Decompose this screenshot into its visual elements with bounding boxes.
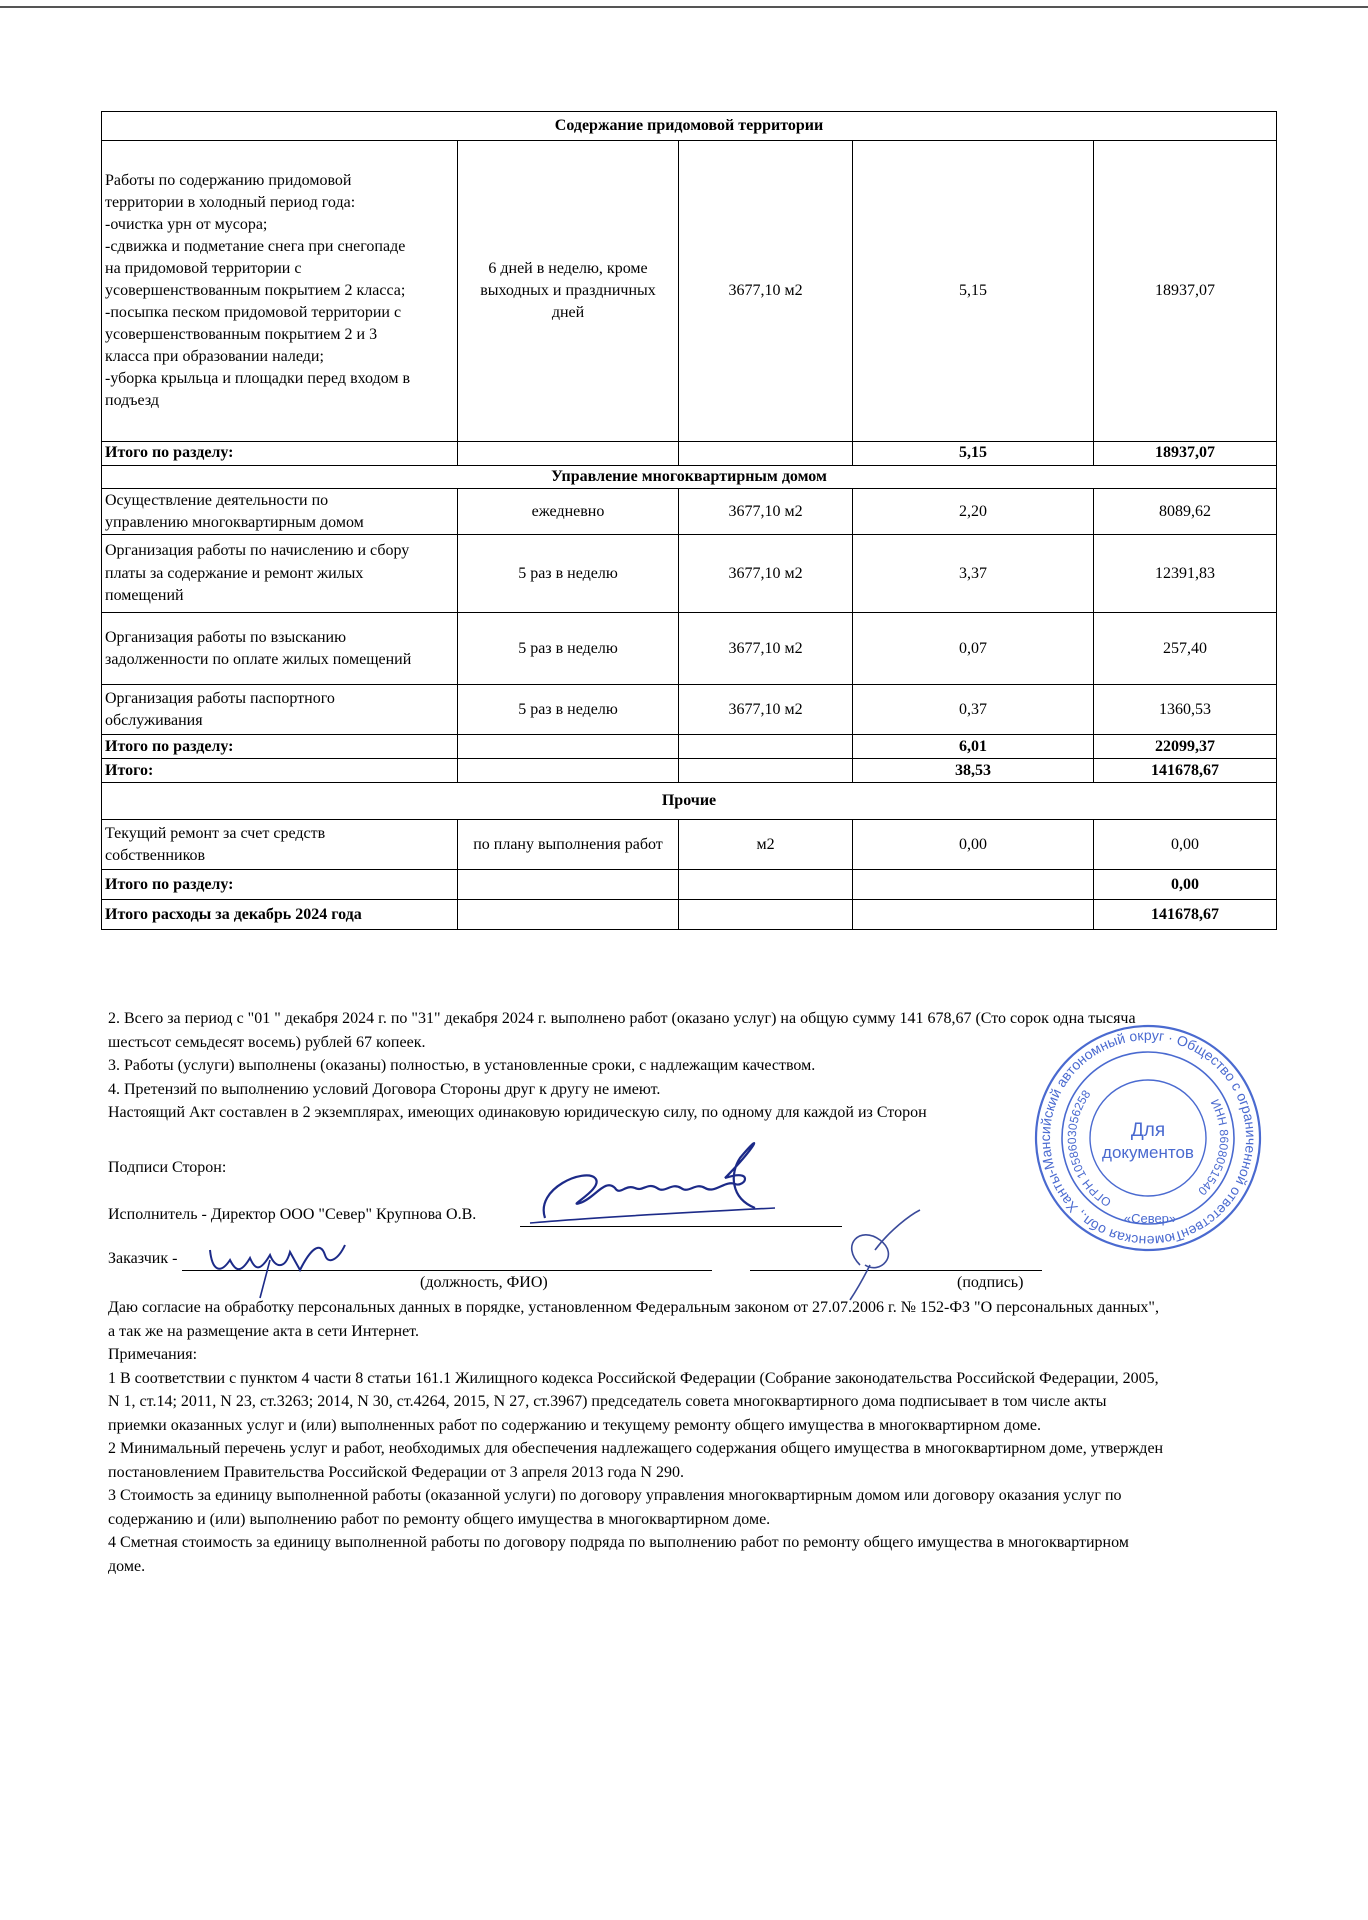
service-rate: 5,15 xyxy=(853,141,1094,442)
remark-line: 1 В соответствии с пунктом 4 части 8 статьи 161.1 Жилищного кодекса Российской Федерации (Собрание законодательства Российской Федерации, 2005, xyxy=(108,1369,1159,1387)
remark-line: 2 Минимальный перечень услуг и работ, необходимых для обеспечения надлежащего содержания общего имущества в многоквартирном доме, утвержден xyxy=(108,1440,1164,1457)
service-area: м2 xyxy=(679,820,853,870)
empty-cell xyxy=(458,759,679,783)
remark-line: приемки оказанных услуг и (или) выполненных работ по содержанию и текущему ремонту общего имущества в многоквартирном доме. xyxy=(108,1416,1041,1434)
empty-cell xyxy=(853,870,1094,900)
empty-cell xyxy=(679,442,853,466)
table-row xyxy=(102,489,1277,535)
service-period: по плану выполнения работ xyxy=(458,820,679,870)
service-name: Осуществление деятельности по управлению многоквартирным домом xyxy=(102,489,458,535)
service-area: 3677,10 м2 xyxy=(679,685,853,735)
grand-total-rate: 38,53 xyxy=(853,759,1094,783)
service-rate: 0,07 xyxy=(853,613,1094,685)
stamp-center-1: Для xyxy=(1130,1120,1166,1141)
total-label: Итого по разделу: xyxy=(102,442,458,466)
note-paragraph: 3. Работы (услуги) выполнены (оказаны) полностью, в установленные сроки, с надлежащим качеством. xyxy=(108,1057,816,1074)
signatures-title: Подписи Сторон: xyxy=(108,1159,227,1176)
section-title: Содержание придомовой территории xyxy=(102,112,1277,141)
empty-cell xyxy=(458,870,679,900)
note-paragraph: 4. Претензий по выполнению условий Договора Стороны друг к другу не имеют. xyxy=(108,1080,661,1098)
service-sum: 257,40 xyxy=(1094,613,1277,685)
total-rate: 6,01 xyxy=(853,735,1094,759)
note-paragraph: Настоящий Акт составлен в 2 экземплярах, имеющих одинаковую юридическую силу, по одному для каждой из Сторон xyxy=(108,1104,927,1121)
month-total-label: Итого расходы за декабрь 2024 года xyxy=(102,900,458,930)
service-name: Организация работы по взысканию задолженности по оплате жилых помещений xyxy=(102,613,458,685)
remark-line: доме. xyxy=(108,1557,146,1575)
service-name: Текущий ремонт за счет средств собственников xyxy=(102,820,458,870)
remark-line: 4 Сметная стоимость за единицу выполненной работы по договору подряда по выполнению работ по ремонту общего имущества в многоквартирном xyxy=(108,1534,1129,1551)
signature-caption: (подпись) xyxy=(957,1274,1024,1291)
grand-total-label: Итого: xyxy=(102,759,458,783)
table-row xyxy=(102,141,1277,442)
stamp-ogrn: ОГРН 1058603056258 xyxy=(1064,1087,1114,1210)
grand-total-sum: 141678,67 xyxy=(1094,759,1277,783)
service-sum: 1360,53 xyxy=(1094,685,1277,735)
service-period: 5 раз в неделю xyxy=(458,613,679,685)
empty-cell xyxy=(679,870,853,900)
consent-and-remarks xyxy=(108,1296,1298,1578)
service-name: Организация работы паспортного обслуживания xyxy=(102,685,458,735)
remark-line: содержанию и (или) выполнению работ по ремонту общего имущества в многоквартирном доме. xyxy=(108,1510,771,1528)
executor-signature xyxy=(525,1108,785,1238)
service-period: 6 дней в неделю, кроме выходных и праздничных дней xyxy=(458,141,679,442)
stamp-name: «Север» xyxy=(1123,1211,1177,1226)
service-name: Организация работы по начислению и сбору платы за содержание и ремонт жилых помещений xyxy=(102,535,458,613)
section-header xyxy=(102,783,1277,820)
empty-cell xyxy=(853,900,1094,930)
service-name: Работы по содержанию придомовой территории в холодный период года: -очистка урн от мусора; -сдвижка и подметание снега при снегопаде на придомовой территории с усовершенствованным покрытием 2 класса; -посыпка песком придомовой территории с усовершенствованным покрытием 2 и 3 класса при образовании наледи; -уборка крыльца и площадки перед входом в подъезд xyxy=(102,141,458,442)
section-title: Прочие xyxy=(102,783,1277,820)
company-stamp xyxy=(1028,1018,1268,1258)
empty-cell xyxy=(679,900,853,930)
stamp-ring-text: Тюменская обл., Ханты-Мансийский автономный округ · Общество с ограниченной ответственностью xyxy=(1036,1026,1260,1250)
service-area: 3677,10 м2 xyxy=(679,613,853,685)
table-row xyxy=(102,535,1277,613)
section-total-row xyxy=(102,442,1277,466)
service-area: 3677,10 м2 xyxy=(679,489,853,535)
service-rate: 3,37 xyxy=(853,535,1094,613)
service-period: 5 раз в неделю xyxy=(458,685,679,735)
consent-line: Даю согласие на обработку персональных данных в порядке, установленном Федеральным законом от 27.07.2006 г. № 152-ФЗ "О персональных данных", xyxy=(108,1299,1159,1316)
remark-line: 3 Стоимость за единицу выполненной работы (оказанной услуги) по договору управления многоквартирным домом или договору оказания услуг по xyxy=(108,1487,1122,1504)
section-header xyxy=(102,466,1277,489)
month-total-sum: 141678,67 xyxy=(1094,900,1277,930)
stamp-inn: ИНН 8608051540 xyxy=(1195,1096,1232,1199)
remark-line: постановлением Правительства Российской Федерации от 3 апреля 2013 года N 290. xyxy=(108,1463,684,1481)
grand-total-row xyxy=(102,759,1277,783)
table-row xyxy=(102,820,1277,870)
position-caption: (должность, ФИО) xyxy=(420,1274,548,1291)
month-total-row xyxy=(102,900,1277,930)
section-title: Управление многоквартирным домом xyxy=(102,466,1277,489)
service-sum: 8089,62 xyxy=(1094,489,1277,535)
empty-cell xyxy=(458,442,679,466)
total-sum: 18937,07 xyxy=(1094,442,1277,466)
total-label: Итого по разделу: xyxy=(102,735,458,759)
scan-top-edge xyxy=(0,6,1368,8)
service-rate: 0,00 xyxy=(853,820,1094,870)
table-row xyxy=(102,613,1277,685)
empty-cell xyxy=(679,735,853,759)
note-paragraph: 2. Всего за период с "01 " декабря 2024 г. по "31" декабря 2024 г. выполнено работ (оказано услуг) на общую сумму 141 678,67 (Сто сорок одна тысяча xyxy=(108,1010,1136,1027)
table-row xyxy=(102,685,1277,735)
service-sum: 0,00 xyxy=(1094,820,1277,870)
section-total-row xyxy=(102,735,1277,759)
remark-line: N 1, ст.14; 2011, N 23, ст.3263; 2014, N 30, ст.4264, 2015, N 27, ст.3967) председатель совета многоквартирного дома подписывает в том числе акты xyxy=(108,1393,1107,1410)
customer-label: Заказчик - xyxy=(108,1250,178,1267)
service-rate: 0,37 xyxy=(853,685,1094,735)
service-sum: 12391,83 xyxy=(1094,535,1277,613)
service-area: 3677,10 м2 xyxy=(679,535,853,613)
total-rate: 5,15 xyxy=(853,442,1094,466)
section-total-row xyxy=(102,870,1277,900)
service-period: 5 раз в неделю xyxy=(458,535,679,613)
customer-signature-mark xyxy=(820,1205,930,1305)
service-sum: 18937,07 xyxy=(1094,141,1277,442)
executor-line: Исполнитель - Директор ООО "Север" Крупнова О.В. xyxy=(108,1206,477,1223)
service-rate: 2,20 xyxy=(853,489,1094,535)
consent-line: а так же на размещение акта в сети Интернет. xyxy=(108,1322,419,1340)
service-period: ежедневно xyxy=(458,489,679,535)
remarks-title: Примечания: xyxy=(108,1346,198,1363)
empty-cell xyxy=(458,900,679,930)
stamp-center-2: документов xyxy=(1102,1143,1194,1162)
services-table xyxy=(101,111,1277,930)
total-label: Итого по разделу: xyxy=(102,870,458,900)
customer-signature xyxy=(200,1230,360,1300)
empty-cell xyxy=(679,759,853,783)
section-header xyxy=(102,112,1277,141)
total-sum: 0,00 xyxy=(1094,870,1277,900)
total-sum: 22099,37 xyxy=(1094,735,1277,759)
service-area: 3677,10 м2 xyxy=(679,141,853,442)
empty-cell xyxy=(458,735,679,759)
note-paragraph: шестьсот семьдесят восемь) рублей 67 копеек. xyxy=(108,1033,426,1051)
